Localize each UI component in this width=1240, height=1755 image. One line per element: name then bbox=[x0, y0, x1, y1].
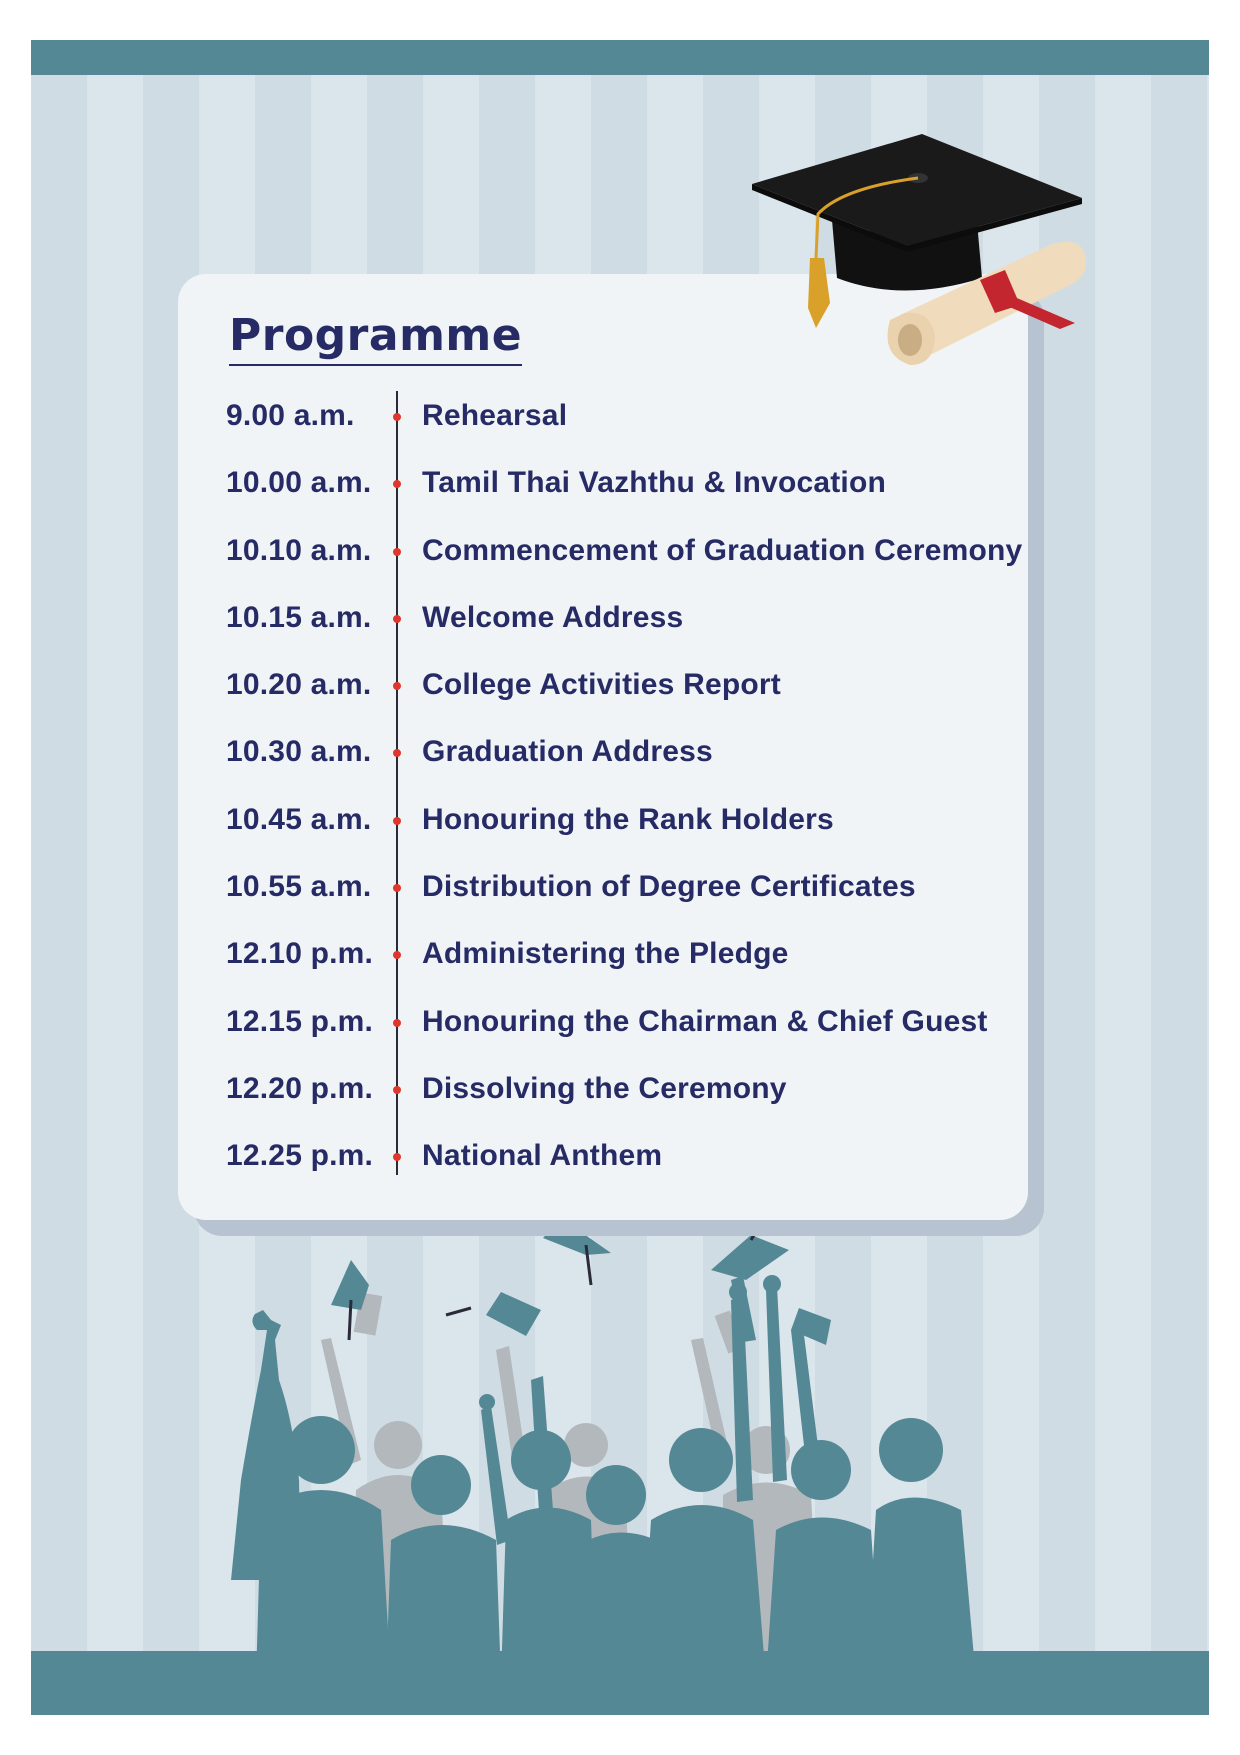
timeline-bullet bbox=[393, 749, 401, 757]
bottom-band bbox=[31, 1651, 1209, 1715]
timeline-bullet bbox=[393, 413, 401, 421]
schedule-row bbox=[0, 456, 1240, 523]
schedule-time: 12.10 p.m. bbox=[226, 937, 374, 971]
diploma-scroll-icon bbox=[880, 225, 1120, 385]
schedule-row bbox=[0, 1129, 1240, 1196]
schedule-row bbox=[0, 927, 1240, 994]
timeline-bullet bbox=[393, 1153, 401, 1161]
schedule-time: 10.10 a.m. bbox=[226, 533, 372, 567]
schedule-time: 9.00 a.m. bbox=[226, 399, 355, 432]
timeline-bullet bbox=[393, 1019, 401, 1027]
schedule-row bbox=[0, 1062, 1240, 1129]
schedule-time: 10.00 a.m. bbox=[226, 466, 372, 500]
schedule-event: Welcome Address bbox=[422, 600, 684, 634]
timeline-bullet bbox=[393, 682, 401, 690]
timeline-bullet bbox=[393, 884, 401, 892]
schedule-row bbox=[0, 860, 1240, 927]
schedule-time: 10.45 a.m. bbox=[226, 802, 372, 836]
timeline-bullet bbox=[393, 817, 401, 825]
schedule-time: 10.15 a.m. bbox=[226, 600, 372, 634]
schedule-event: Honouring the Rank Holders bbox=[422, 802, 834, 836]
schedule-event: College Activities Report bbox=[422, 668, 781, 702]
timeline-bullet bbox=[393, 548, 401, 556]
schedule-row bbox=[0, 725, 1240, 792]
schedule-event: Honouring the Chairman & Chief Guest bbox=[422, 1004, 988, 1038]
schedule-event: Commencement of Graduation Ceremony bbox=[422, 533, 1023, 567]
schedule-event: Rehearsal bbox=[422, 399, 568, 432]
schedule-time: 10.30 a.m. bbox=[226, 735, 372, 769]
timeline-bullet bbox=[393, 615, 401, 623]
schedule-event: Graduation Address bbox=[422, 735, 713, 769]
schedule-time: 10.55 a.m. bbox=[226, 870, 372, 904]
timeline-bullet bbox=[393, 480, 401, 488]
schedule-event: Tamil Thai Vazhthu & Invocation bbox=[422, 466, 887, 500]
schedule-time: 12.15 p.m. bbox=[226, 1004, 374, 1038]
schedule-row bbox=[0, 658, 1240, 725]
schedule-time: 10.20 a.m. bbox=[226, 668, 372, 702]
schedule-event: Dissolving the Ceremony bbox=[422, 1071, 787, 1105]
schedule-row bbox=[0, 995, 1240, 1062]
schedule-event: National Anthem bbox=[422, 1139, 663, 1173]
schedule-row bbox=[0, 591, 1240, 658]
schedule-event: Administering the Pledge bbox=[422, 937, 789, 971]
timeline-bullet bbox=[393, 1086, 401, 1094]
schedule-row bbox=[0, 524, 1240, 591]
schedule-list bbox=[0, 389, 1240, 1197]
schedule-event: Distribution of Degree Certificates bbox=[422, 870, 916, 904]
schedule-time: 12.20 p.m. bbox=[226, 1071, 374, 1105]
schedule-row bbox=[0, 793, 1240, 860]
schedule-time: 12.25 p.m. bbox=[226, 1139, 374, 1173]
page-title: Programme bbox=[229, 308, 522, 366]
timeline-bullet bbox=[393, 951, 401, 959]
schedule-row bbox=[0, 389, 1240, 456]
